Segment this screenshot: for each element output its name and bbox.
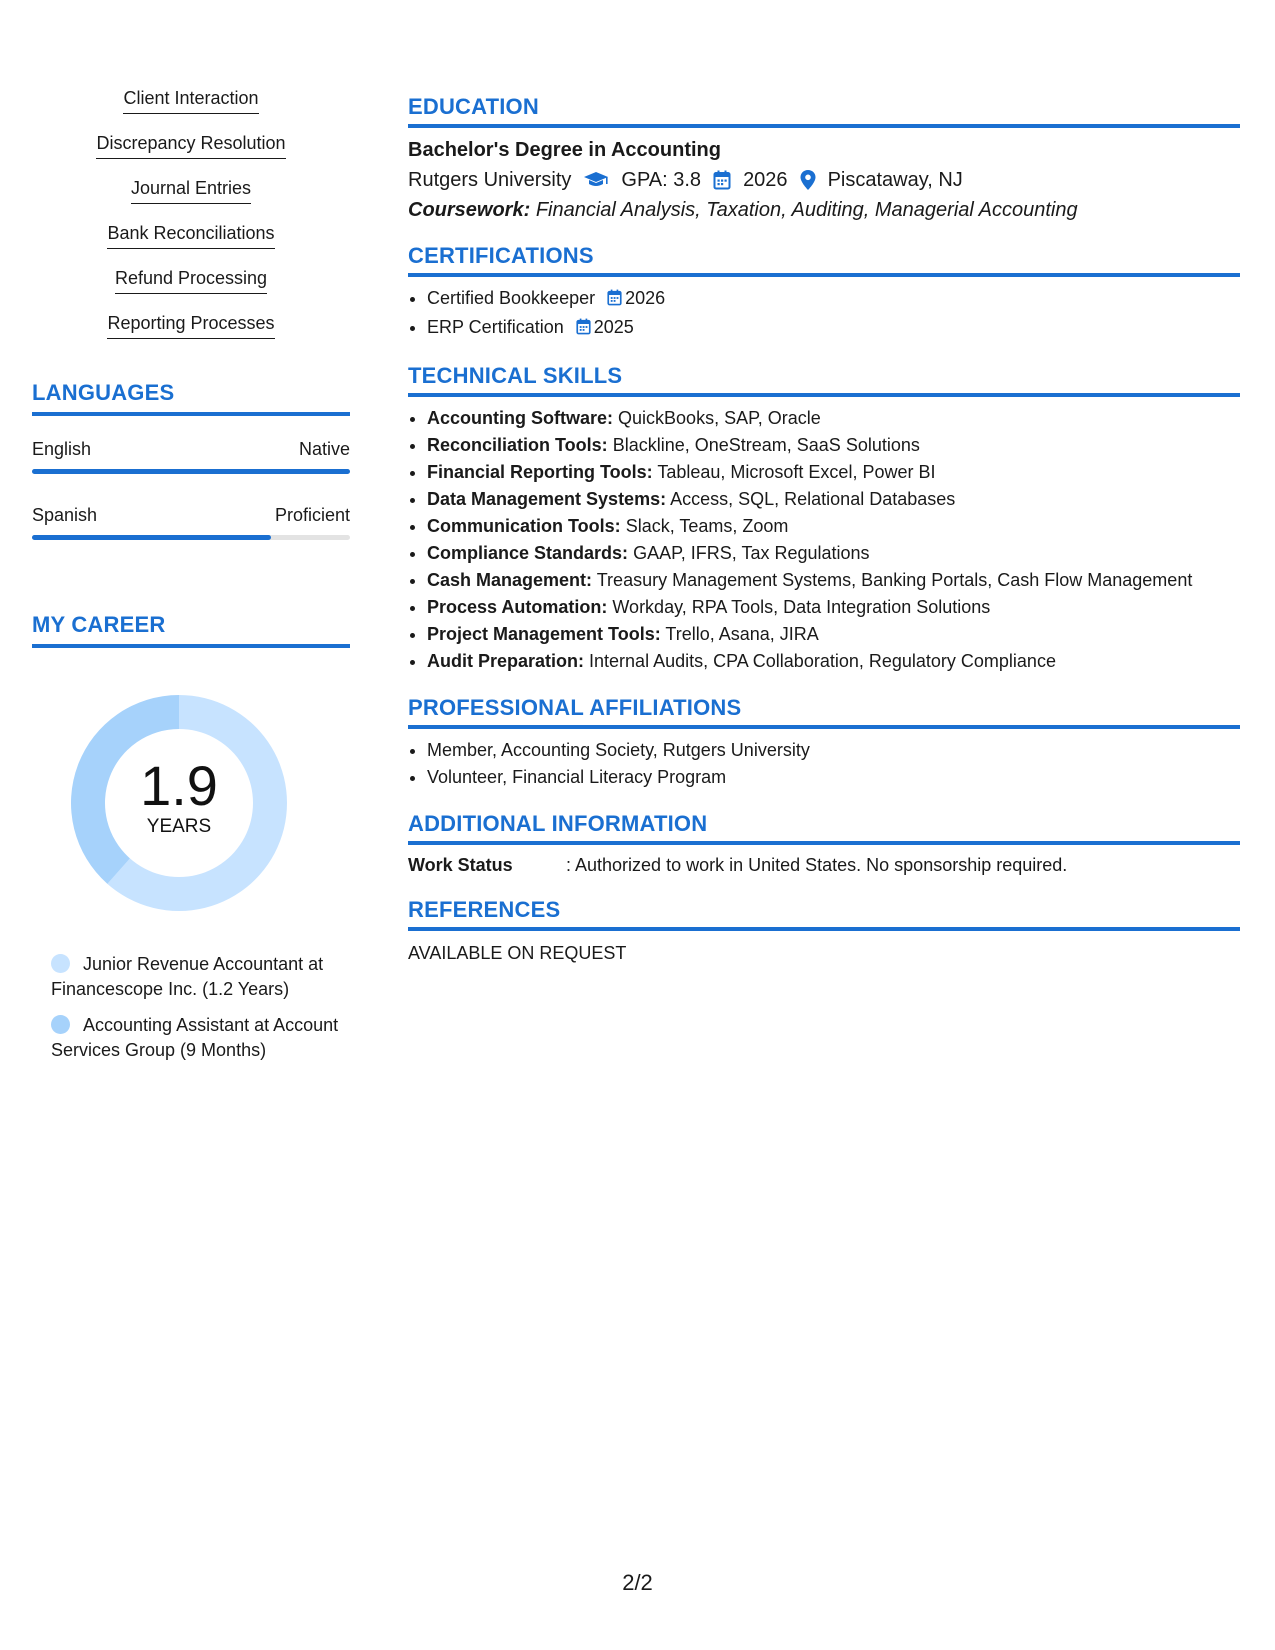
calendar-icon bbox=[713, 170, 731, 190]
skill-item bbox=[32, 221, 350, 250]
skill-item bbox=[32, 176, 350, 205]
degree-title: Bachelor's Degree in Accounting bbox=[408, 139, 721, 161]
career-total-value: 1.9 bbox=[140, 754, 218, 817]
tech-skill-label: Compliance Standards: bbox=[427, 543, 629, 563]
tech-skill-item bbox=[427, 486, 1240, 513]
certifications-list bbox=[408, 285, 1240, 343]
career-legend-item bbox=[51, 952, 341, 1002]
language-bar bbox=[32, 469, 350, 474]
tech-skill-value: Access, SQL, Relational Databases bbox=[670, 489, 956, 509]
references-section bbox=[408, 897, 1240, 965]
references-text: AVAILABLE ON REQUEST bbox=[408, 943, 627, 963]
technical-skills-heading: TECHNICAL SKILLS bbox=[408, 363, 1240, 397]
tech-skill-label: Project Management Tools: bbox=[427, 624, 661, 644]
additional-info-heading: ADDITIONAL INFORMATION bbox=[408, 811, 1240, 845]
skill-tag: Journal Entries bbox=[131, 176, 251, 204]
page-number: 2/2 bbox=[622, 1570, 653, 1595]
tech-skill-item bbox=[427, 432, 1240, 459]
tech-skill-item bbox=[427, 540, 1240, 567]
tech-skill-value: Treasury Management Systems, Banking Portals, Cash Flow Management bbox=[596, 570, 1193, 590]
legend-dot bbox=[51, 1015, 70, 1034]
calendar-icon bbox=[607, 287, 622, 314]
work-status-label: Work Status bbox=[408, 855, 513, 875]
donut-center bbox=[64, 688, 294, 918]
school-location: Piscataway, NJ bbox=[827, 169, 963, 191]
education-heading: EDUCATION bbox=[408, 94, 1240, 128]
education-details bbox=[408, 167, 1240, 193]
tech-skill-value: Tableau, Microsoft Excel, Power BI bbox=[657, 462, 936, 482]
career-heading: MY CAREER bbox=[32, 612, 350, 648]
work-status-value: : Authorized to work in United States. No sponsorship required. bbox=[566, 855, 1068, 875]
skill-tag: Refund Processing bbox=[115, 266, 267, 294]
tech-skill-label: Cash Management: bbox=[427, 570, 593, 590]
language-level: Proficient bbox=[274, 505, 350, 525]
location-pin-icon bbox=[800, 170, 816, 190]
language-bar-fill bbox=[32, 469, 350, 474]
certifications-section bbox=[408, 243, 1240, 343]
language-row bbox=[32, 438, 350, 474]
tech-skill-label: Financial Reporting Tools: bbox=[427, 462, 653, 482]
tech-skill-value: Trello, Asana, JIRA bbox=[665, 624, 819, 644]
education-section bbox=[408, 94, 1240, 223]
tech-skill-value: Internal Audits, CPA Collaboration, Regulatory Compliance bbox=[589, 651, 1056, 671]
tech-skill-item bbox=[427, 648, 1240, 675]
affiliations-list bbox=[408, 737, 1240, 791]
school-name: Rutgers University bbox=[408, 169, 572, 191]
language-level: Native bbox=[298, 439, 350, 459]
left-column bbox=[32, 86, 350, 1074]
tech-skill-label: Reconciliation Tools: bbox=[427, 435, 608, 455]
tech-skill-label: Accounting Software: bbox=[427, 408, 614, 428]
tech-skill-item bbox=[427, 567, 1240, 594]
tech-skill-item bbox=[427, 594, 1240, 621]
additional-info-section bbox=[408, 811, 1240, 877]
calendar-icon bbox=[576, 316, 591, 343]
skill-item bbox=[32, 131, 350, 160]
certification-year: 2026 bbox=[625, 288, 666, 308]
career-legend-item bbox=[51, 1013, 341, 1063]
tech-skill-value: Workday, RPA Tools, Data Integration Solutions bbox=[612, 597, 991, 617]
tech-skill-item bbox=[427, 621, 1240, 648]
tech-skill-label: Communication Tools: bbox=[427, 516, 621, 536]
certification-item bbox=[427, 314, 1240, 343]
references-heading: REFERENCES bbox=[408, 897, 1240, 931]
affiliation-item: • Volunteer, Financial Literacy Program bbox=[427, 764, 1240, 791]
skill-item bbox=[32, 266, 350, 295]
language-name: Spanish bbox=[32, 505, 98, 525]
skill-item bbox=[32, 86, 350, 115]
skills-list bbox=[32, 86, 350, 340]
coursework bbox=[408, 197, 1240, 223]
coursework-label: Coursework: bbox=[408, 199, 531, 221]
legend-dot bbox=[51, 954, 70, 973]
language-bar-fill bbox=[32, 535, 271, 540]
languages-section bbox=[32, 380, 350, 540]
certification-item bbox=[427, 285, 1240, 314]
language-bar bbox=[32, 535, 350, 540]
career-entry-label: Accounting Assistant at Account Services Group (9 Months) bbox=[51, 1015, 339, 1060]
career-entry-label: Junior Revenue Accountant at Financescope Inc. (1.2 Years) bbox=[51, 954, 324, 999]
certification-year: 2025 bbox=[593, 317, 634, 337]
graduation-cap-icon bbox=[583, 171, 609, 189]
career-donut-chart bbox=[64, 688, 294, 918]
career-section bbox=[32, 612, 350, 1063]
language-name: English bbox=[32, 439, 92, 459]
affiliation-item: • Member, Accounting Society, Rutgers University bbox=[427, 737, 1240, 764]
skill-tag: Discrepancy Resolution bbox=[96, 131, 285, 159]
technical-skills-section bbox=[408, 363, 1240, 675]
skill-tag: Client Interaction bbox=[123, 86, 258, 114]
affiliations-heading: PROFESSIONAL AFFILIATIONS bbox=[408, 695, 1240, 729]
certification-name: Certified Bookkeeper bbox=[427, 288, 596, 308]
tech-skill-value: GAAP, IFRS, Tax Regulations bbox=[633, 543, 870, 563]
tech-skill-label: Audit Preparation: bbox=[427, 651, 585, 671]
certification-name: ERP Certification bbox=[427, 317, 564, 337]
tech-skill-item bbox=[427, 459, 1240, 486]
tech-skill-item bbox=[427, 513, 1240, 540]
career-total-unit: YEARS bbox=[146, 816, 212, 837]
tech-skill-item bbox=[427, 405, 1240, 432]
language-row bbox=[32, 504, 350, 540]
certifications-heading: CERTIFICATIONS bbox=[408, 243, 1240, 277]
right-column bbox=[408, 94, 1240, 985]
graduation-year: 2026 bbox=[743, 169, 788, 191]
coursework-list: Financial Analysis, Taxation, Auditing, Managerial Accounting bbox=[535, 199, 1078, 221]
languages-heading: LANGUAGES bbox=[32, 380, 350, 416]
skill-tag: Reporting Processes bbox=[107, 311, 274, 339]
tech-skill-label: Data Management Systems: bbox=[427, 489, 667, 509]
work-status-row bbox=[408, 853, 1240, 877]
skill-tag: Bank Reconciliations bbox=[107, 221, 274, 249]
gpa: GPA: 3.8 bbox=[621, 169, 702, 191]
tech-skill-value: Slack, Teams, Zoom bbox=[625, 516, 789, 536]
tech-skill-label: Process Automation: bbox=[427, 597, 608, 617]
affiliations-section bbox=[408, 695, 1240, 791]
tech-skill-value: Blackline, OneStream, SaaS Solutions bbox=[612, 435, 920, 455]
technical-skills-list bbox=[408, 405, 1240, 675]
skill-item bbox=[32, 311, 350, 340]
tech-skill-value: QuickBooks, SAP, Oracle bbox=[618, 408, 821, 428]
career-legend bbox=[51, 952, 341, 1063]
